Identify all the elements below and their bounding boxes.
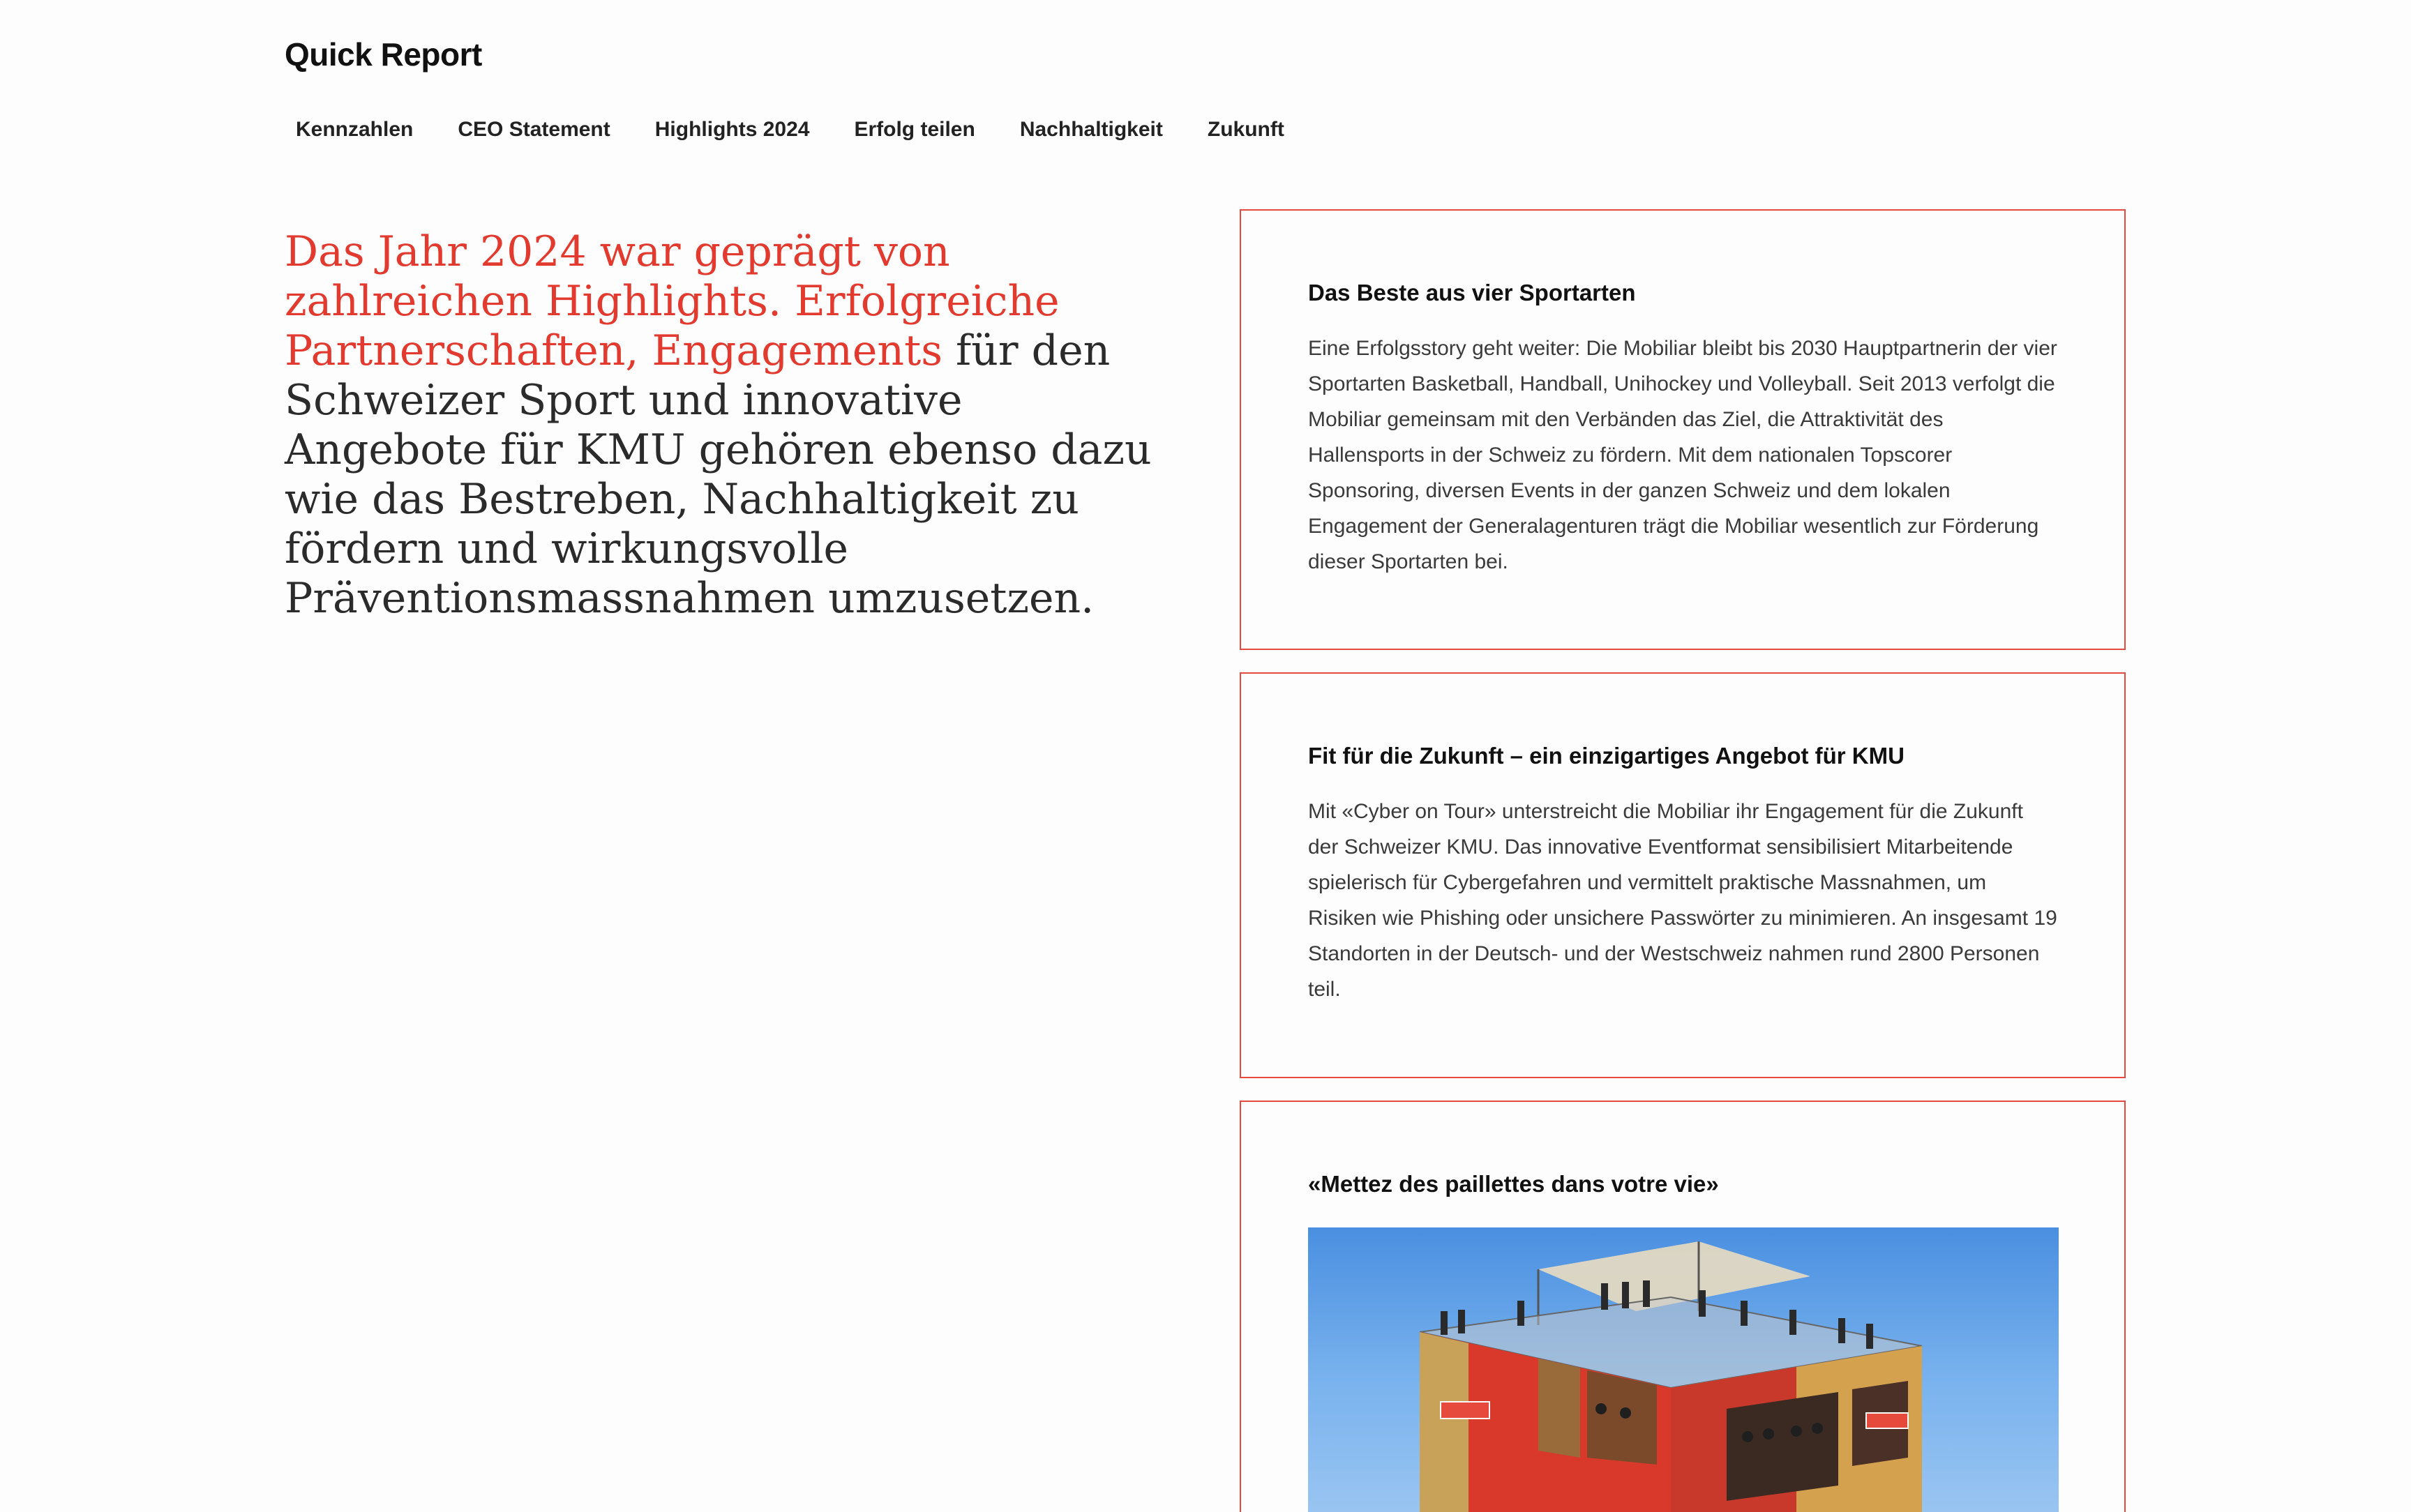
highlight-card-kmu <box>1240 672 2126 1078</box>
highlight-card-sports <box>1240 209 2126 650</box>
card-text: Eine Erfolgsstory geht weiter: Die Mobiliar bleibt bis 2030 Hauptpartnerin der vier Sportarten Basketball, Handball, Unihockey und Volleyball. Seit 2013 verfolgt die Mobiliar gemeinsam mit den Verbänden das Ziel, die Attraktivität des Hallensports in der Schweiz zu fördern. Mit dem nationalen Topscorer Sponsoring, diversen Events in der ganzen Schweiz und dem lokalen Engagement der Generalagenturen trägt die Mobiliar wesentlich zur Förderung dieser Sportarten bei. <box>1308 337 2057 573</box>
brand-title[interactable]: Quick Report <box>285 36 482 73</box>
festival-tower-image <box>1308 1227 2059 1512</box>
card-title: «Mettez des paillettes dans votre vie» <box>1308 1171 1719 1197</box>
nav-item-ceo-statement[interactable]: CEO Statement <box>458 118 610 141</box>
highlight-card-paillettes <box>1240 1101 2126 1512</box>
nav-item-kennzahlen[interactable]: Kennzahlen <box>296 118 414 141</box>
festival-tower-illustration <box>1308 1227 2059 1512</box>
card-text: Mit «Cyber on Tour» unterstreicht die Mobiliar ihr Engagement für die Zukunft der Schweizer KMU. Das innovative Eventformat sensibilisiert Mitarbeitende spielerisch für Cybergefahren und vermittelt praktische Massnahmen, um Risiken wie Phishing oder unsichere Passwörter zu minimieren. An insgesamt 19 Standorten in der Deutsch- und der Westschweiz nahmen rund 2800 Personen teil. <box>1308 800 2057 1001</box>
card-content <box>1308 1169 2057 1222</box>
card-content <box>1308 741 2057 1007</box>
card-title: Fit für die Zukunft – ein einzigartiges Angebot für KMU <box>1308 743 1905 769</box>
main-nav <box>285 114 1318 145</box>
intro-body-text: für den Schweizer Sport und innovative Angebote für KMU gehören ebenso dazu wie das Bestreben, Nachhaltigkeit zu fördern und wirkungsvolle Präventionsmassnahmen umzusetzen. <box>285 326 1152 623</box>
nav-item-nachhaltigkeit[interactable]: Nachhaltigkeit <box>1019 118 1163 141</box>
card-content <box>1308 278 2057 580</box>
intro-lead-text <box>285 227 1164 623</box>
card-title: Das Beste aus vier Sportarten <box>1308 280 1636 305</box>
nav-item-highlights-2024[interactable]: Highlights 2024 <box>654 118 810 141</box>
nav-item-erfolg-teilen[interactable]: Erfolg teilen <box>854 118 975 141</box>
intro-accent-text: Das Jahr 2024 war geprägt von zahlreichen Highlights. Erfolgreiche Partnerschaften, Engagements <box>285 227 1060 375</box>
nav-item-zukunft[interactable]: Zukunft <box>1207 118 1284 141</box>
